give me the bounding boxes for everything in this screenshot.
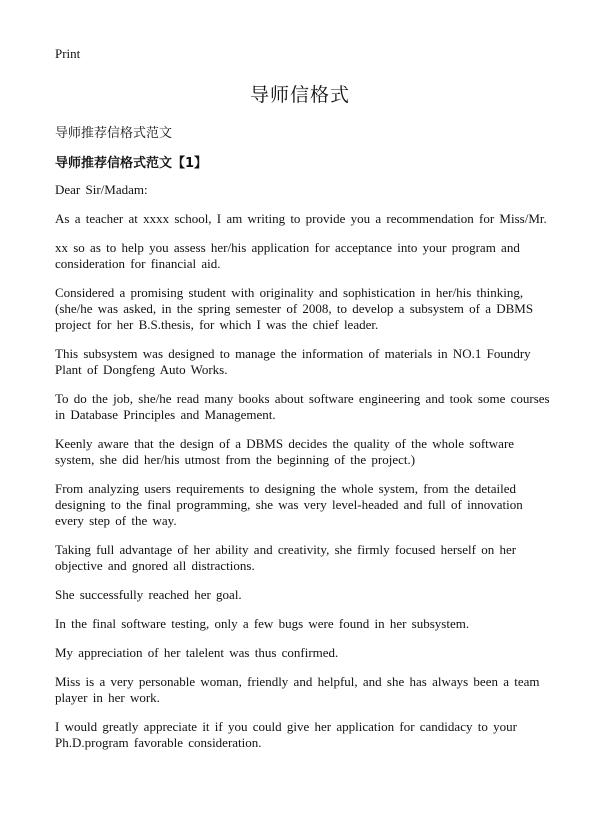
paragraph-4: This subsystem was designed to manage the information of materials in NO.1 Foundry Plant of Dongfeng Auto Works. xyxy=(55,346,531,377)
print-link[interactable]: Print xyxy=(55,46,81,61)
paragraph-7: From analyzing users requirements to designing the whole system, from the detailed designing to the final programming, she was very level-headed and full of innovation every step of the way. xyxy=(55,481,523,528)
paragraph-11: My appreciation of her talelent was thus confirmed. xyxy=(55,645,339,660)
letter-body xyxy=(55,182,555,764)
paragraph-8: Taking full advantage of her ability and creativity, she firmly focused herself on her objective and gnored all distractions. xyxy=(55,542,517,573)
document-subtitle: 导师推荐信格式范文 xyxy=(55,126,173,141)
page-title: 导师信格式 xyxy=(249,84,350,106)
paragraph-2: xx so as to help you assess her/his application for acceptance into your program and consideration for financial aid. xyxy=(55,240,520,271)
paragraph-1: As a teacher at xxxx school, I am writing to provide you a recommendation for Miss/Mr. xyxy=(55,211,547,226)
paragraph-10: In the final software testing, only a few bugs were found in her subsystem. xyxy=(55,616,470,631)
salutation: Dear Sir/Madam: xyxy=(55,182,148,197)
paragraph-9: She successfully reached her goal. xyxy=(55,587,242,602)
paragraph-12: Miss is a very personable woman, friendly and helpful, and she has always been a team player in her work. xyxy=(55,674,540,705)
paragraph-13: I would greatly appreciate it if you could give her application for candidacy to your Ph.D.program favorable consideration. xyxy=(55,719,517,750)
paragraph-5: To do the job, she/he read many books about software engineering and took some courses in Database Principles and Management. xyxy=(55,391,550,422)
section-heading: 导师推荐信格式范文【1】 xyxy=(55,156,208,171)
paragraph-3: Considered a promising student with originality and sophistication in her/his thinking, (she/he was asked, in the spring semester of 2008, to develop a subsystem of a DBMS project for her B.S.thesis, for which I was the chief leader. xyxy=(55,285,534,332)
paragraph-6: Keenly aware that the design of a DBMS decides the quality of the whole software system, she did her/his utmost from the beginning of the project.) xyxy=(55,436,515,467)
